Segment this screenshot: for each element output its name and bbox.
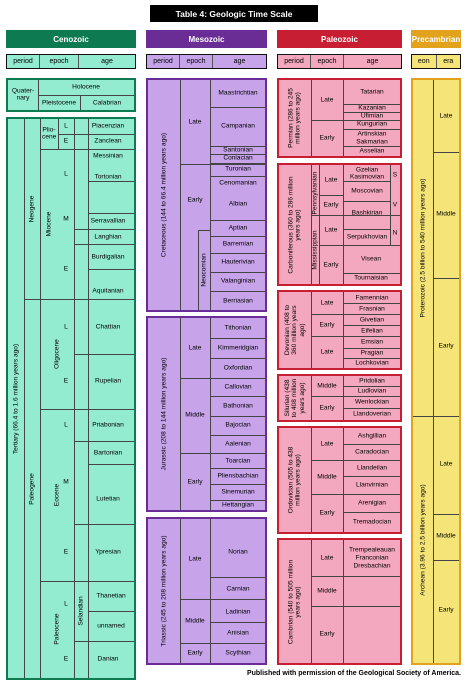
age-barremian: Barremian (222, 240, 254, 248)
pleistocene-label: Pleistocene (41, 99, 77, 107)
cambrian-block (277, 538, 402, 665)
devonian-label: Devonian (408 to 360 million years ago) (283, 304, 306, 356)
jurassic-label: Jurassic (208 to 144 million years ago) (160, 357, 168, 471)
jurassic-late: Late (188, 344, 202, 352)
pliocene-label: Plio-cene (42, 126, 57, 141)
age-ashgillian: Ashgillian (357, 432, 387, 440)
age-zanclean: Zanclean (94, 137, 122, 145)
jurassic-block (146, 316, 267, 512)
devonian-middle: Early (319, 321, 335, 329)
age-frasnian: Frasnian (359, 305, 385, 313)
table-title: Table 4: Geologic Time Scale (150, 5, 318, 22)
age-scythian: Scythian (225, 649, 251, 657)
age-asselian: Asselian (359, 147, 385, 155)
age-aquitanian: Aquitanian (92, 287, 124, 295)
age-hettangian: Hettangian (222, 501, 254, 509)
eocene-late: L (64, 421, 68, 429)
age-toarcian: Toarcian (225, 457, 251, 465)
age-maastrichtian: Maastrichtian (218, 89, 258, 97)
archean-middle: Middle (436, 532, 456, 540)
age-moscovian: Moscovian (351, 187, 383, 195)
pliocene-late: L (64, 122, 68, 130)
cambrian-middle: Middle (317, 587, 337, 595)
age-thanetian: Thanetian (96, 592, 126, 600)
age-langhian: Langhian (94, 233, 122, 241)
pliocene-early: E (63, 137, 69, 145)
age-tremadocian: Tremadocian (352, 518, 392, 526)
permian-label: Permian (286 to 245 million years ago) (287, 88, 302, 148)
age-franconian: Franconian (355, 554, 389, 562)
age-berriasian: Berriasian (223, 297, 253, 305)
cambrian-early: Early (319, 630, 335, 638)
paleocene-label: Paleocene (53, 613, 61, 645)
neocomian-label: Neocomian (200, 253, 208, 287)
eocene-early: E (63, 548, 69, 556)
age-aalenian: Aalenian (225, 440, 251, 448)
selandian-label: Selandian (77, 596, 85, 626)
age-trempealeauan: Trempealeauan (349, 546, 395, 554)
age-carnian: Carnian (226, 585, 250, 593)
proterozoic-label: Proterozoic (2.5 billion to 540 million years ago) (419, 178, 427, 318)
age-piacenzian: Piacenzian (91, 122, 125, 130)
devonian-block (277, 290, 402, 370)
age-llanvirnian: Llanvirnian (356, 481, 388, 489)
triassic-middle: Middle (185, 617, 205, 625)
age-bajocian: Bajocian (225, 421, 251, 429)
archean-late: Late (439, 460, 453, 468)
neogene-label: Neogene (28, 195, 36, 223)
age-sinemurian: Sinemurian (221, 488, 255, 496)
triassic-late: Late (188, 555, 202, 563)
age-oxfordian: Oxfordian (223, 364, 253, 372)
oligocene-early: E (63, 377, 69, 385)
age-serravallian: Serravallian (90, 217, 126, 225)
age-lutetian: Lutetian (96, 495, 120, 503)
age-serpukhovian: Serpukhovian (346, 233, 388, 241)
triassic-early: Early (187, 649, 203, 657)
age-danian: Danian (97, 655, 119, 663)
age-burdigalian: Burdigalian (91, 253, 125, 261)
permian-block (277, 78, 402, 158)
age-kungurian: Kungurian (356, 120, 388, 128)
cambrian-late: Late (320, 554, 334, 562)
age-wenlockian: Wenlockian (355, 398, 389, 406)
age-tortonian: Tortonian (94, 173, 122, 181)
age-campanian: Campanian (221, 122, 255, 130)
paleogene-label: Paleogene (28, 473, 36, 505)
quaternary-block (6, 78, 136, 112)
era-cenozoic: Cenozoic (6, 30, 136, 48)
age-kimmeridgian: Kimmeridgian (217, 344, 259, 352)
age-llandeilan: Llandeilan (356, 464, 388, 472)
age-sakmarian: Sakmarian (356, 138, 388, 146)
cretaceous-late: Late (188, 118, 202, 126)
oligocene-label: Oligocene (53, 339, 61, 369)
mesozoic-header: period epoch age (146, 54, 267, 69)
age-valanginian: Valanginian (221, 277, 255, 285)
footer-credit: Published with permission of the Geological Society of America. (246, 670, 461, 677)
silurian-block (277, 374, 402, 422)
era-paleozoic: Paleozoic (277, 30, 402, 48)
age-famennian: Famennian (355, 294, 389, 302)
pennsylvanian-early: Early (323, 201, 339, 209)
age-ypresian: Ypresian (95, 548, 121, 556)
jurassic-early: Early (187, 478, 203, 486)
age-aptian: Aptian (228, 224, 248, 232)
paleocene-early: E (63, 655, 69, 663)
mississippian-early: Early (323, 261, 339, 269)
age-kasimovian: Kasimovian (349, 173, 385, 181)
pennsylvanian-late: Late (324, 176, 338, 184)
quaternary-label: Quater-nary (11, 87, 35, 102)
age-llandoverian: Llandoverian (353, 410, 391, 418)
proterozoic-early: Early (438, 342, 454, 350)
age-caradocian: Caradocian (355, 448, 389, 456)
snv-n: N (392, 229, 398, 237)
era-precambrian: Precambrian (411, 30, 461, 48)
cenozoic-header: period epoch age (6, 54, 136, 69)
age-lochkovian: Lochkovian (355, 359, 389, 367)
ordovician-block (277, 426, 402, 534)
age-kazanian: Kazanian (358, 104, 386, 112)
era-mesozoic: Mesozoic (146, 30, 267, 48)
silurian-late: Middle (317, 382, 337, 390)
cretaceous-label: Cretaceous (144 to 66.4 million years ago) (160, 132, 168, 258)
age-dresbachian: Dresbachian (353, 562, 391, 570)
paleozoic-header: period epoch age (277, 54, 402, 69)
silurian-early: Early (319, 404, 335, 412)
mississippian-label: Mississippian (311, 230, 319, 270)
age-ladinian: Ladinian (225, 608, 251, 616)
miocene-label: Miocene (45, 211, 53, 237)
age-arenigian: Arenigian (358, 499, 386, 507)
miocene-early: E (63, 265, 69, 273)
mississippian-late: Late (324, 226, 338, 234)
age-tithonian: Tithonian (224, 324, 252, 332)
age-priabonian: Priabonian (92, 421, 124, 429)
devonian-late: Late (320, 299, 334, 307)
age-chattian: Chattian (95, 323, 121, 331)
age-norian: Norian (228, 548, 248, 556)
age-bashkirian: Bashkirian (351, 209, 383, 217)
cretaceous-block (146, 78, 267, 312)
age-hauterivian: Hauterivian (221, 258, 255, 266)
age-emsian: Emsian (361, 338, 383, 346)
cambrian-label: Cambrian (540 to 505 million years ago) (287, 559, 302, 645)
permian-early: Early (319, 134, 335, 142)
cretaceous-early: Early (187, 196, 203, 204)
age-messinian: Messinian (93, 152, 123, 160)
age-pragian: Pragian (360, 349, 384, 357)
precambrian-header: eon era (411, 54, 461, 69)
proterozoic-middle: Middle (436, 210, 456, 218)
age-coniacian: Coniacian (223, 154, 253, 162)
age-eifelian: Eifelian (361, 327, 383, 335)
age-gzelian: Gzelian (355, 166, 379, 174)
archean-label: Archean (3.96 to 2.5 billion years ago) (419, 484, 427, 596)
oligocene-late: L (64, 323, 68, 331)
age-pliensbachian: Pliensbachian (217, 472, 259, 480)
age-bartonian: Bartonian (93, 449, 123, 457)
ordovician-early: Early (319, 509, 335, 517)
age-artinskian: Artinskian (357, 130, 387, 138)
holocene-label: Holocene (72, 83, 100, 91)
eocene-label: Eocene (53, 483, 61, 507)
proterozoic-late: Late (439, 112, 453, 120)
age-tatarian: Tatarian (360, 88, 384, 96)
age-callovian: Callovian (224, 383, 252, 391)
triassic-label: Triassic (245 to 208 million years ago) (160, 535, 168, 647)
ordovician-label: Ordovician (505 to 438 million years ago) (287, 446, 302, 514)
age-cenomanian: Cenomanian (219, 179, 257, 187)
paleocene-late: L (64, 600, 68, 608)
silurian-label: Silurian (438 to 408 million years ago) (283, 378, 306, 418)
age-ufimian: Ufimian (360, 112, 384, 120)
permian-late: Late (320, 96, 334, 104)
age-turonian: Turonian (225, 165, 251, 173)
age-pridolian: Pridolian (359, 377, 385, 385)
age-unnamed: unnamed (97, 622, 125, 630)
pennsylvanian-label: Pennsylvanian (311, 171, 319, 215)
calabrian-label: Calabrian (92, 99, 122, 107)
miocene-late: L (64, 170, 68, 178)
devonian-early: Late (320, 348, 334, 356)
ordovician-late: Late (320, 440, 334, 448)
age-ludlovian: Ludlovian (357, 387, 387, 395)
jurassic-middle: Middle (185, 411, 205, 419)
tertiary-block (6, 117, 136, 680)
precambrian-block (411, 78, 461, 665)
age-rupelian: Rupelian (94, 377, 122, 385)
age-givetian: Givetian (359, 316, 385, 324)
triassic-block (146, 517, 267, 665)
miocene-middle: M (63, 215, 69, 223)
age-albian: Albian (228, 200, 248, 208)
carboniferous-label: Carboniferous (360 to 286 million years ago) (287, 176, 302, 274)
carboniferous-block (277, 163, 402, 286)
age-visean: Visean (360, 255, 382, 263)
snv-s: S (392, 171, 398, 179)
age-tournaisian: Tournaisian (354, 274, 388, 282)
snv-v: V (392, 201, 398, 209)
eocene-middle: M (63, 478, 69, 486)
age-anisian: Anisian (227, 629, 249, 637)
ordovician-middle: Middle (317, 473, 337, 481)
archean-early: Early (438, 606, 454, 614)
tertiary-label: Tertiary (66.4 to 1.6 million years ago) (12, 343, 20, 455)
age-bathonian: Bathonian (223, 402, 253, 410)
age-santonian: Santonian (223, 146, 253, 154)
